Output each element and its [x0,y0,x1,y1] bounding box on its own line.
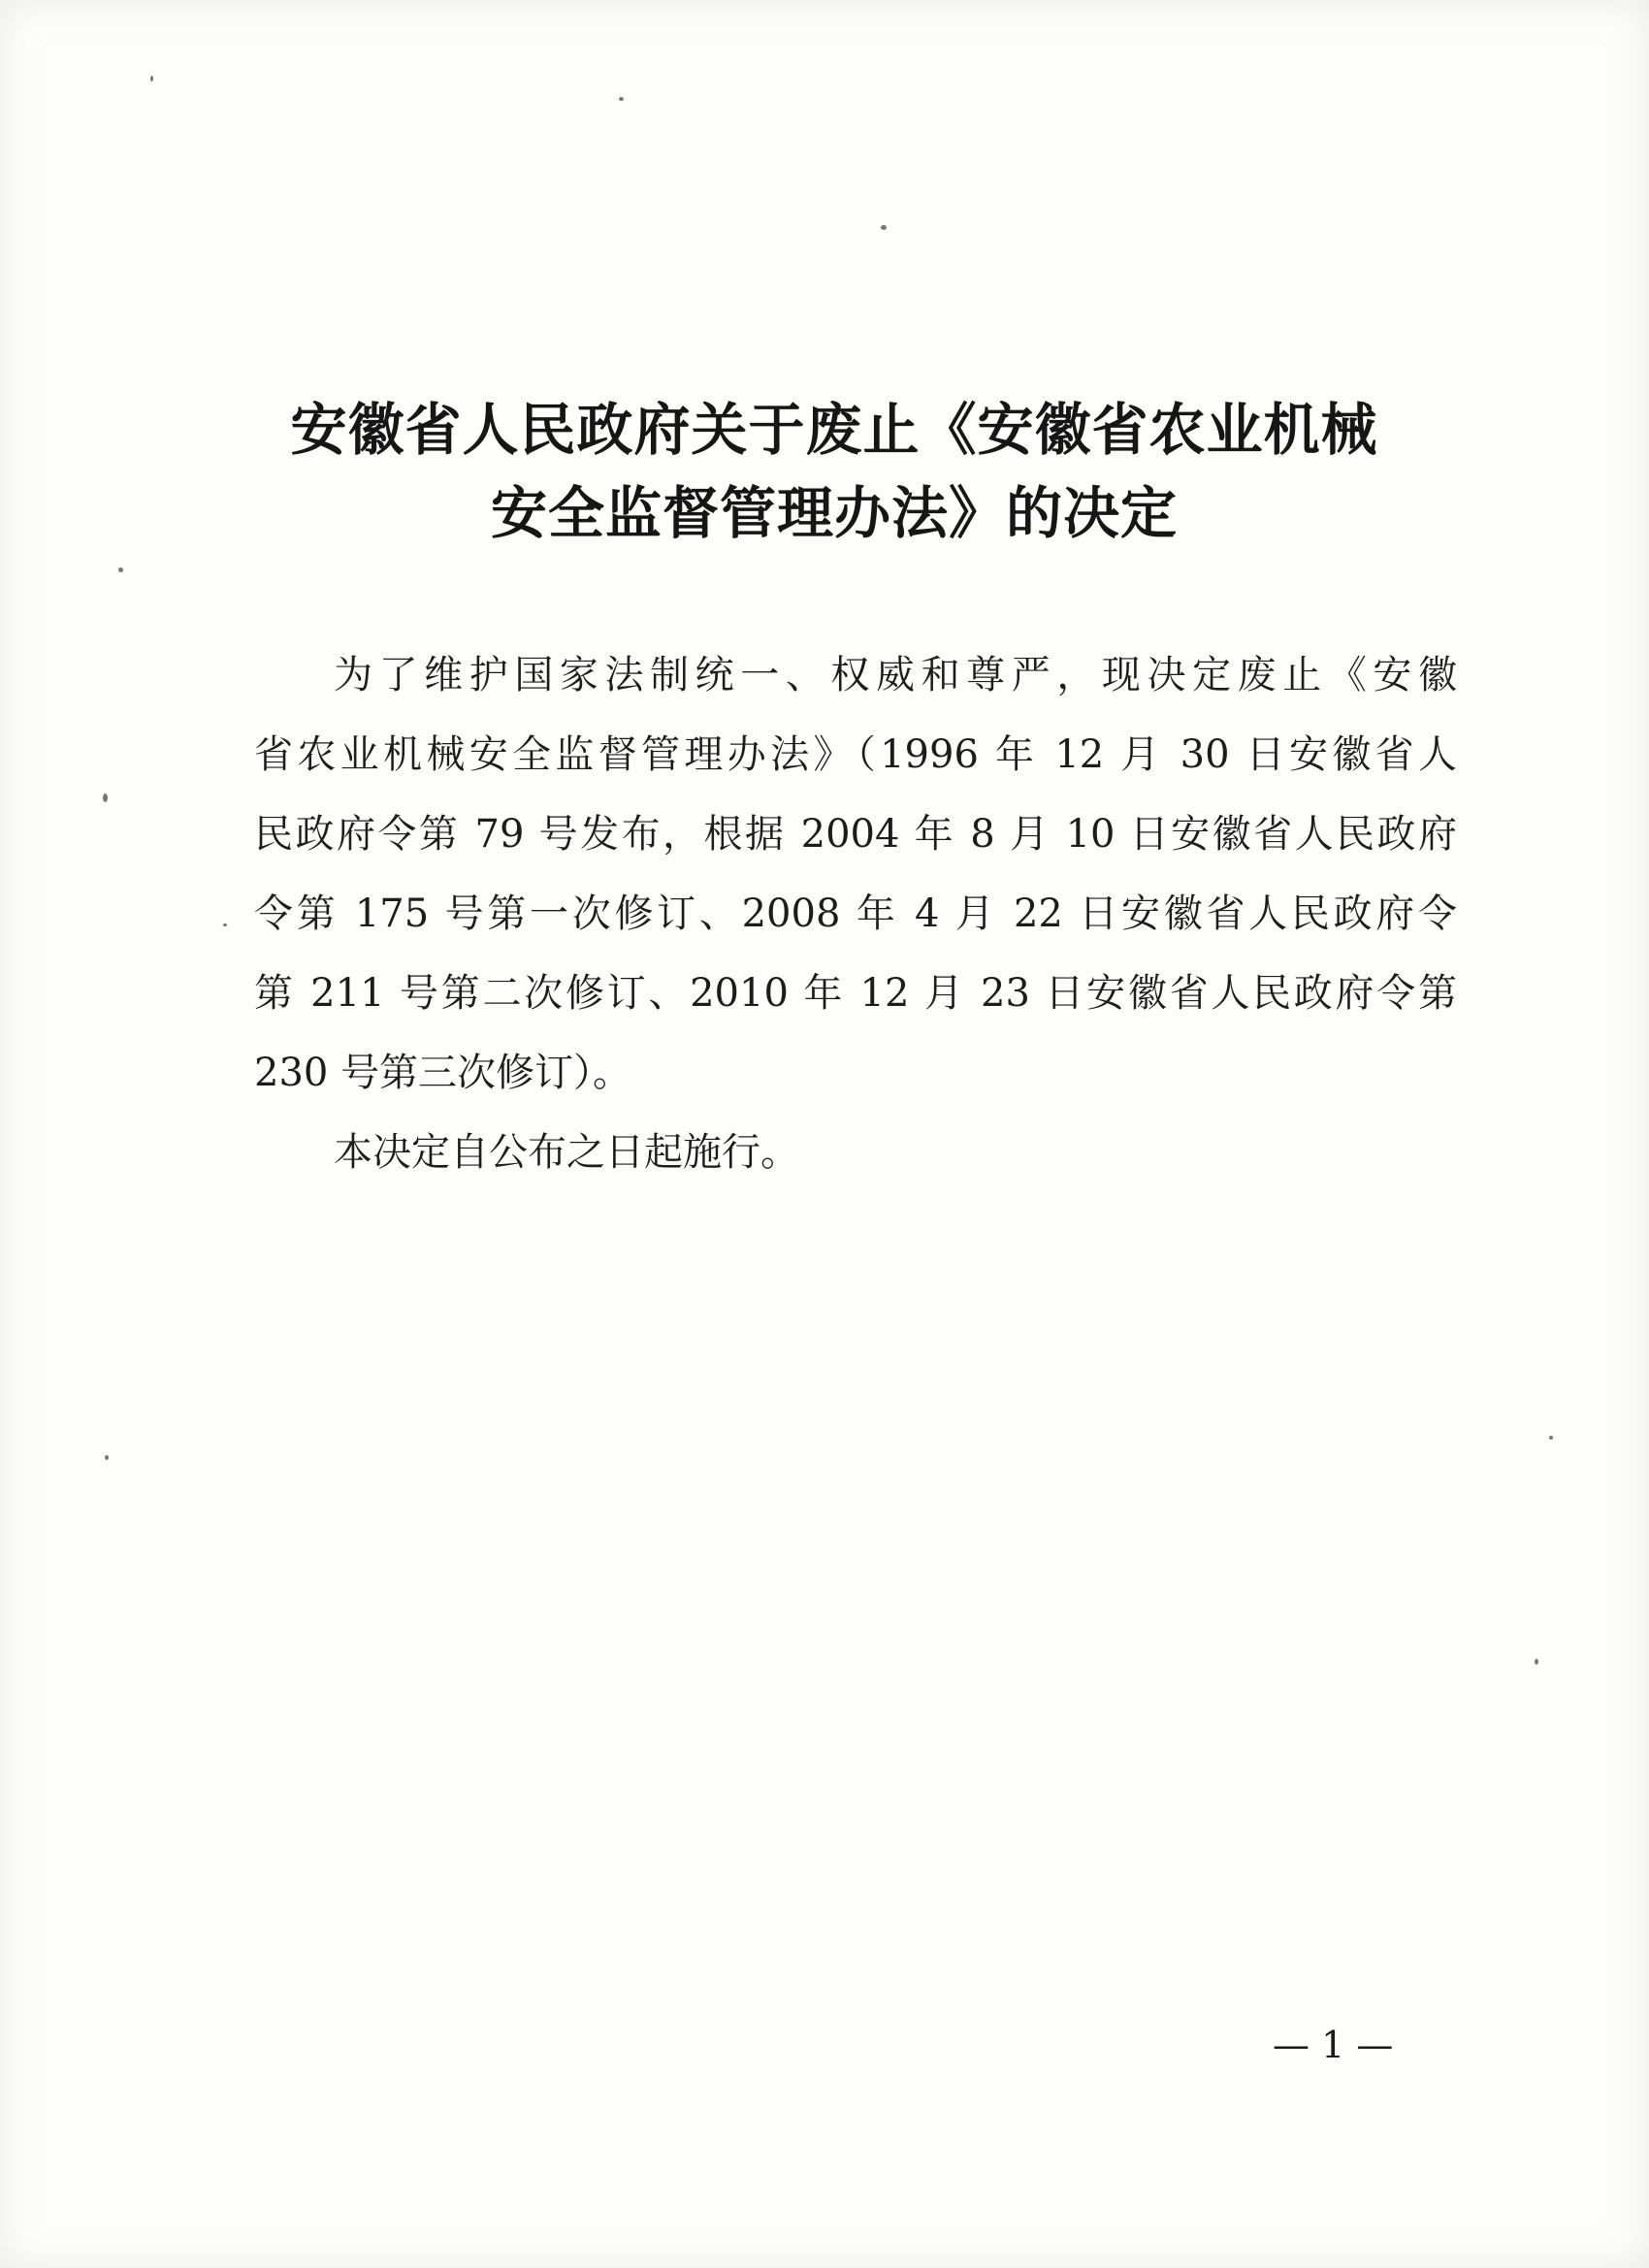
page-number: — 1 — [1273,2024,1394,2066]
scan-speck [103,794,108,802]
paragraph-2: 本决定自公布之日起施行。 [334,1130,799,1175]
paragraph-1-line-1: 为了维护国家法制统一、权威和尊严，现决定废止《安徽 [334,653,1457,697]
document-title-line-2: 安全监督管理办法》的决定 [490,480,1178,546]
scan-speck [881,225,887,230]
scan-speck [105,1455,109,1460]
scan-speck [619,97,624,101]
paragraph-1-line-6: 230 号第三次修订）。 [254,1051,632,1095]
scan-speck [223,923,227,926]
scan-speck [118,567,123,572]
paragraph-1-line-5: 第 211 号第二次修订、2010 年 12 月 23 日安徽省人民政府令第 [254,971,1457,1016]
scan-speck [1535,1659,1538,1665]
paragraph-1-line-2: 省农业机械安全监督管理办法》（1996 年 12 月 30 日安徽省人 [254,732,1457,777]
paragraph-1-line-4: 令第 175 号第一次修订、2008 年 4 月 22 日安徽省人民政府令 [254,891,1457,936]
document-title-line-1: 安徽省人民政府关于废止《安徽省农业机械 [290,397,1378,463]
paragraph-1-line-3: 民政府令第 79 号发布，根据 2004 年 8 月 10 日安徽省人民政府 [254,812,1457,857]
scan-speck [150,76,153,81]
scan-speck [1549,1436,1553,1440]
